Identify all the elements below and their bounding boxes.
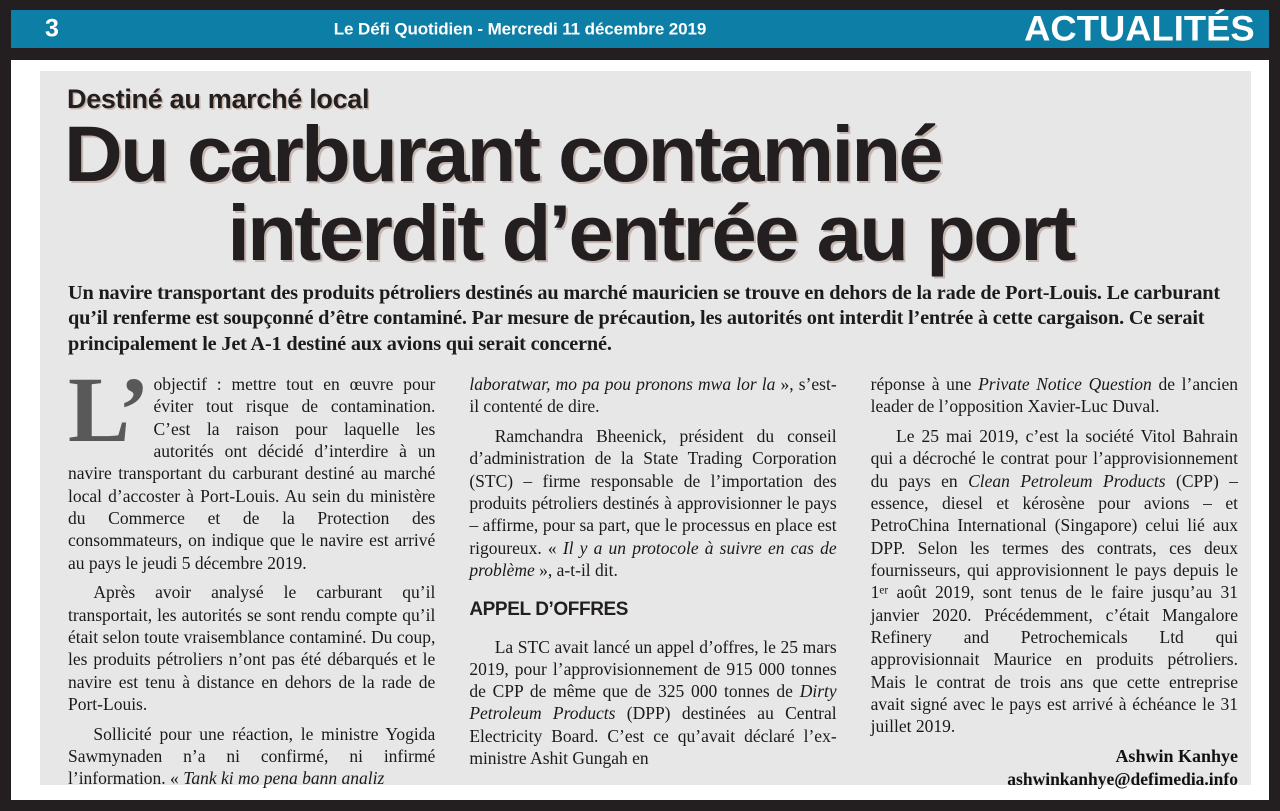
paragraph-text: Sollicité pour une réaction, le ministre Yogida Sawmynaden n’a ni confirmé, ni infirmé l’information. « [68, 723, 436, 789]
paragraph-text: (DPP) destinées au Central Electricity Board. C’est ce qu’avait déclaré l’ex-ministre Ashit Gungah en [469, 703, 837, 769]
article-subhead: APPEL D’OFFRES [469, 599, 629, 621]
paragraph-text: de l’ancien leader de l’opposition Xavier-Luc Duval. [870, 374, 1238, 417]
article-column-3 [871, 373, 1238, 790]
page-number: 3 [45, 14, 60, 43]
byline [871, 745, 1238, 790]
paragraph-text: », a-t-il dit. [534, 560, 618, 580]
paragraph [469, 373, 836, 418]
article-columns [68, 359, 1238, 790]
article-standfirst: Un navire transportant des produits pétroliers destinés au marché mauricien se trouve en dehors de la rade de Port-Louis. Le carburant qu’il renferme est soupçonné d’être contaminé. Par mesure de précaution, les autorités ont interdit l’entrée à cette cargaison. Ce serait principalement le Jet A-1 destiné aux avions qui serait concerné. [68, 281, 1220, 355]
drop-cap: L’ [68, 359, 147, 463]
article-column-2 [469, 373, 836, 790]
publication-title: Le Défi Quotidien - Mercredi 11 décembre 2019 [333, 19, 707, 39]
headline-line-2: interdit d’entrée au port [227, 187, 1074, 277]
paragraph-text: La STC avait lancé un appel d’offres, le 25 mars 2019, pour l’approvisionnement de 915 000 tonnes de CPP de même que de 325 000 tonnes de [469, 636, 837, 702]
masthead [0, 0, 1280, 60]
masthead-accent-bar [11, 10, 1269, 48]
byline-email: ashwinkanhye@defimedia.info [1007, 769, 1238, 790]
term-italic: Private Notice Question [978, 374, 1152, 395]
quote-italic: Il y a un protocole à suivre en cas de problème [469, 537, 837, 580]
byline-author: Ashwin Kanhye [1115, 746, 1238, 767]
paragraph [469, 636, 836, 770]
paragraph [68, 723, 435, 790]
quote-italic: Tank ki mo pena bann analiz [183, 768, 385, 789]
paragraph-text: réponse à une [870, 374, 979, 395]
paragraph-text: (CPP) – essence, diesel et kérosène pour avions – et PetroChina International (Singapore) celui lié aux DPP. Selon les termes des contrats, ces deux fournisseurs, qui approvisionnent le pays depuis le 1 [870, 470, 1238, 603]
article-headline [64, 109, 1237, 277]
article-kicker: Destiné au marché local [67, 84, 370, 114]
paragraph: objectif : mettre tout en œuvre pour éviter tout risque de contamination. C’est la raison pour laquelle les autorités ont décidé d’interdire à un navire transportant du carburant destiné au marché local d’accoster à Port-Louis. Au sein du ministère du Commerce et de la Protection des consommateurs, on indique que le navire est arrivé au pays le jeudi 5 décembre 2019. [68, 374, 436, 573]
article-column-1 [68, 359, 436, 790]
paragraph-text: Ramchandra Bheenick, président du conseil d’administration de la State Trading Corporation (STC) – firme responsable de l’importation des produits pétroliers destinés à approvisionner le pays – affirme, pour sa part, que le processus en place est rigoureux. « [469, 426, 837, 558]
headline-line-1: Du carburant contaminé [64, 109, 942, 199]
term-italic: Dirty Petroleum Products [469, 681, 837, 724]
paragraph [871, 373, 1238, 418]
article-body [40, 71, 1251, 790]
term-italic: Clean Petroleum Products [968, 470, 1166, 491]
quote-italic: laboratwar, mo pa pou pronons mwa lor la [469, 374, 776, 395]
paragraph [469, 425, 836, 581]
paragraph-text: août 2019, sont tenus de le faire jusqu’au 31 janvier 2020. Précédemment, c’était Mangalore Refinery and Petrochemicals Ltd qui approvisionnait Maurice en produits pétroliers. Mais le contrat de trois ans que cette entreprise avait signé avec le pays est arrivé à échéance le 31 juillet 2019. [870, 582, 1238, 737]
section-label: ACTUALITÉS [1024, 9, 1255, 49]
paragraph: Après avoir analysé le carburant qu’il transportait, les autorités se sont rendu compte qu’il était selon toute vraisemblance contaminé. Du coup, les produits pétroliers n’ont pas été débarqués et le navire est tenu à distance en dehors de la rade de Port-Louis. [68, 582, 436, 714]
paragraph-text: Le 25 mai 2019, c’est la société Vitol Bahrain qui a décroché le contrat pour l’approvisionnement du pays en [870, 426, 1238, 491]
ordinal-suffix: er [879, 584, 889, 597]
paragraph [871, 425, 1238, 737]
paragraph-text: », s’est-il contenté de dire. [469, 374, 837, 417]
